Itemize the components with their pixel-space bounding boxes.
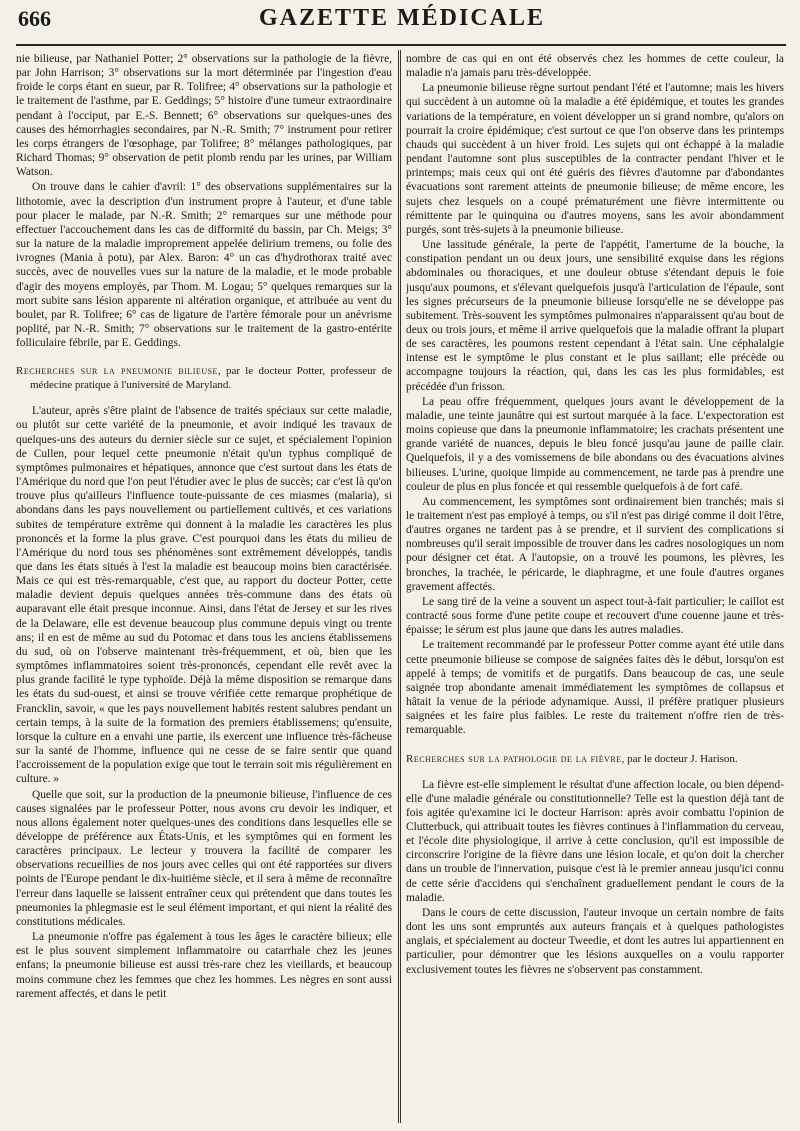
paragraph: Quelle que soit, sur la production de la pneumonie bilieuse, l'influence de ces causes signalées par le professeur Potter, nous avons cru devoir les indiquer, et nous allons également noter quelques-unes des conditions dans lesquelles elle se développe de préférence aux États-Unis, et les symptômes qui en forment les caractères principaux. Le lecteur y trouvera la facilité de comparer les observations recueillies de nos jours avec celles qui ont été rapportées sur divers points de l'Europe pendant le dix-huitième siècle, et il sera à même de reconnaître l'erreur dans laquelle se laissent entraîner ceux qui prétendent que dans toutes les pneumonies la phlegmasie est le seul élément important, et qui nient la réalité des constitutions médicales.: [16, 788, 392, 928]
paragraph: Le sang tiré de la veine a souvent un aspect tout-à-fait particulier; le caillot est contracté sous forme d'une petite coupe et recouvert d'une couenne jaune et très-épaisse; le sérum est plus jaune que dans les autres maladies.: [406, 595, 784, 637]
paragraph: On trouve dans le cahier d'avril: 1° des observations supplémentaires sur la lithotomie, avec la description d'un instrument propre à l'auteur, et d'une table pour placer le malade, par N.-R. Smith; 2° remarques sur une méthode pour effectuer l'accouchement dans les cas de difformité du bassin, par Ch. Meigs; 3° sur la nature de la maladie improprement appelée delirium tremens, ou folie des ivrognes (Mania à potu), par Alex. Baron: 4° un cas d'hydrothorax traité avec succès, avec de nouvelles vues sur la nature de la maladie, et le mode probable d'agir des moyens employés, par Thom. M. Logau; 5° quelques remarques sur la mort subite sans lésion apparente ni altération organique, et attribuée au vent du boulet, par R. Tolifree; 6° cas de ligature de l'artère fémorale pour un anévrisme poplité, par N.-R. Smith; 7° observations sur le traitement de la gastro-entérite folliculaire fébrile, par E. Geddings.: [16, 181, 392, 350]
article-heading: [16, 364, 392, 392]
paragraph: La pneumonie n'offre pas également à tous les âges le caractère bilieux; elle est le plus souvent simplement inflammatoire ou catarrhale chez les jeunes enfans; la pneumonie bilieuse est aussi très-rare chez les vieillards, et beaucoup moins commune chez les femmes que chez les hommes. Les nègres en sont aussi rarement affectés, et dans le petit: [16, 931, 392, 1000]
page-number: 666: [18, 6, 51, 31]
left-column: [16, 52, 392, 1121]
paragraph: Le traitement recommandé par le professeur Potter comme ayant été utile dans cette pneumonie bilieuse se compose de saignées faites dès le début, lorsqu'on est appelé à temps; de vomitifs et de purgatifs. Dans beaucoup de cas, une seule saignée trop abondante amenait immédiatement les symptômes de collapsus et hâtait la venue de la période adynamique. Aussi, il préfère pratiquer plusieurs saignées et les faire plus faibles. Le reste du traitement n'offre rien de très-remarquable.: [406, 639, 784, 737]
paragraph: Au commencement, les symptômes sont ordinairement bien tranchés; mais si le traitement n'est pas employé à temps, ou s'il n'est pas dirigé comme il doit l'être, d'autres organes ne tardent pas à se prendre, et il survient des complications si nombreuses qu'il serait impossible de trouver dans les cadres nosologiques un nom pour désigner cet état. A l'autopsie, on a trouvé les poumons, les plèvres, les bronches, la trachée, le péricarde, le diaphragme, et une foule d'autres organes gravement affectés.: [406, 495, 784, 593]
right-column: [406, 52, 784, 1121]
paragraph: nombre de cas qui en ont été observés chez les hommes de cette couleur, la maladie n'a jamais paru très-développée.: [406, 53, 784, 80]
paragraph: La peau offre fréquemment, quelques jours avant le développement de la maladie, une teinte jaunâtre qui est surtout marquée à la face. L'expectoration est moins copieuse que dans la pneumonie inflammatoire; les crachats présentent une grande variété de nuances, depuis le bleu foncé jusqu'au jaune de paille clair. Quelquefois, il y a des vomissemens de bile abondans ou des évacuations alvines bilieuses. L'urine, quoique limpide au commencement, ne tarde pas à prendre une couleur de plus en plus foncée et qui ressemble quelquefois à de fort café.: [406, 395, 784, 493]
paragraph: Une lassitude générale, la perte de l'appétit, l'amertume de la bouche, la constipation pendant un ou deux jours, une sensibilité exquise dans les régions abdominales ou thoraciques, et une douleur obtuse s'étendant depuis le foie jusqu'aux poumons, et s'élevant quelquefois jusqu'à l'articulation de l'épaule, sont les signes précurseurs de la pneumonie bilieuse lorsqu'elle ne se développe pas subitement. Très-souvent les symptômes pulmonaires n'apparaissent qu'au bout de deux ou trois jours, et même il arrive quelquefois que la maladie offrant la plupart de ses caractères, les poumons restent cependant à l'état sain. Une céphalalgie intense est le symptôme le plus constant et le plus saillant; elle précède ou accompagne toujours la réaction, qui, dans les cas les plus formidables, est précédée d'un frisson.: [406, 239, 784, 393]
paragraph: La pneumonie bilieuse règne surtout pendant l'été et l'automne; mais les hivers qui succèdent à un automne où la maladie a été épidémique, et toutes les grandes variations de la température, en voient développer un si grand nombre, qu'alors on pourrait la croire épidémique; c'est surtout ce que l'on observe dans les printemps chauds qui succèdent à un hiver froid. Les sujets qui ont échappé à la maladie pendant l'automne sont plus susceptibles de la contracter pendant l'hiver et le printemps; mais ceux qui ont été guéris des fièvres d'automne par d'abondantes évacuations sont rarement atteints de pneumonie bilieuse; de même encore, les sujets chez lesquels on a coupé prématurément une fièvre intermittente ou rémittente par le quinquina ou d'autres moyens, sans les avoir abondamment purgés, sont très-sujets à la pneumonie bilieuse.: [406, 82, 784, 236]
header-rule: [16, 44, 786, 46]
article-heading-byline: , par le docteur J. Harison.: [621, 752, 738, 765]
paragraph: Dans le cours de cette discussion, l'auteur invoque un certain nombre de faits dont les uns sont empruntés aux auteurs français et à quelques pathologistes anglais, et spécialement au docteur Tweedie, et dont les autres lui appartiennent en particulier, pour démontrer que les lésions auxquelles on a voulu rapporter exclusivement toutes les fièvres ne s'observent pas constamment.: [406, 906, 784, 976]
article-heading-byline: , par le docteur Potter, professeur de médecine pratique à l'université de Maryland.: [30, 365, 392, 392]
paragraph: La fièvre est-elle simplement le résultat d'une affection locale, ou bien dépend-elle d'une maladie générale ou constitutionnelle? Telle est la question déjà tant de fois agitée qu'examine ici le docteur Harrison: après avoir combattu l'opinion de Clutterbuck, qui attribuait toutes les fièvres continues à l'inflammation du cerveau, et l'école dite physiologique, il arrive à cette conclusion, qu'il est impossible de circonscrire l'origine de la fièvre dans une lésion locale, et qu'on doit la chercher dans un trouble de l'innervation, puisque c'est là le premier anneau jusqu'ici connu de cette série d'accidens qui s'enchaînent graduellement pendant le cours de la maladie.: [406, 778, 784, 904]
journal-title: GAZETTE MÉDICALE: [258, 5, 546, 31]
column-divider: [398, 50, 401, 1123]
page-header: [18, 4, 786, 40]
article-heading-title: Recherches sur la pneumonie bilieuse: [16, 365, 218, 378]
paragraph: L'auteur, après s'être plaint de l'absence de traités spéciaux sur cette maladie, ou plutôt sur cette variété de la pneumonie, et avoir indiqué les travaux de quelques-uns des auteurs du dernier siècle sur ce sujet, et spécialement l'opinion de Cullen, pour lequel cette pneumonie n'était qu'un typhus compliqué de symptômes pulmonaires et hépatiques, annonce que c'est surtout dans les états de l'Amérique du nord que l'on peut l'étudier avec le plus de succès; car c'est là qu'on trouve plus qu'ailleurs l'influence toute-puissante de ces miasmes (malaria), si abondans dans les pays nouvellement ou partiellement cultivés, et ces variations subites de température extrême qui donnent à la maladie les caractères les plus prononcés et la forme la plus grave. C'est pourquoi dans les états du milieu de l'Amérique du nord tous ses phénomènes sont extrêmement développés, tandis que dans les états situés à l'est la maladie est beaucoup moins bien caractérisée. Mais ce qui est très-remarquable, c'est que, au rapport du docteur Potter, cette maladie devient depuis quelques années très-commune dans des états où auparavant elle était presque inconnue. Ainsi, dans l'état de Jersey et sur les rives de la Delaware, elle est devenue beaucoup plus commune depuis vingt ou trente ans; il en est de même au sud du Potomac et dans tous les anciens établissemens du sud, où on l'observe maintenant très-fréquemment, et où, bien que les symptômes inflammatoires soient très-prononcés, cependant elle revêt avec la plus grande facilité le type typhoïde. Déjà la même disposition se remarque dans les états du sud-ouest, et ainsi se trouve vérifiée cette remarque prophétique de Francklin, savoir, « que les pays nouvellement habités restent salubres pendant un certain temps, à la suite de la formation des premiers établissemens; qu'ensuite, lorsque la culture en a envahi une partie, ils exercent une influence très-fâcheuse sur la santé de l'homme, influence qui ne cesse de se faire sentir que quand l'accroissement de la population exige que tout le terrain soit mis régulièrement en culture. »: [16, 405, 392, 786]
article-heading-title: Recherches sur la pathologie de la fièvre: [406, 752, 622, 765]
article-heading: [406, 752, 784, 766]
paragraph: nie bilieuse, par Nathaniel Potter; 2° observations sur la pathologie de la fièvre, par John Harrison; 3° observations sur la mort déterminée par l'ingestion d'eau froide le corps étant en sueur, par R. Tolifree; 4° observations sur la pathologie et le traitement de l'asthme, par E. Geddings; 5° histoire d'une tumeur extraordinaire pendant à l'occiput, par E.-S. Bennett; 6° observations sur quelques-unes des causes des hémorrhagies secondaires, par N.-R. Smith; 7° instrument pour retirer les corps étrangers de l'œsophage, par Tolifree; 8° mélanges pathologiques, par Richard Thomas; 9° observation de petit plomb rendu par les urines, par William Watson.: [16, 53, 392, 179]
